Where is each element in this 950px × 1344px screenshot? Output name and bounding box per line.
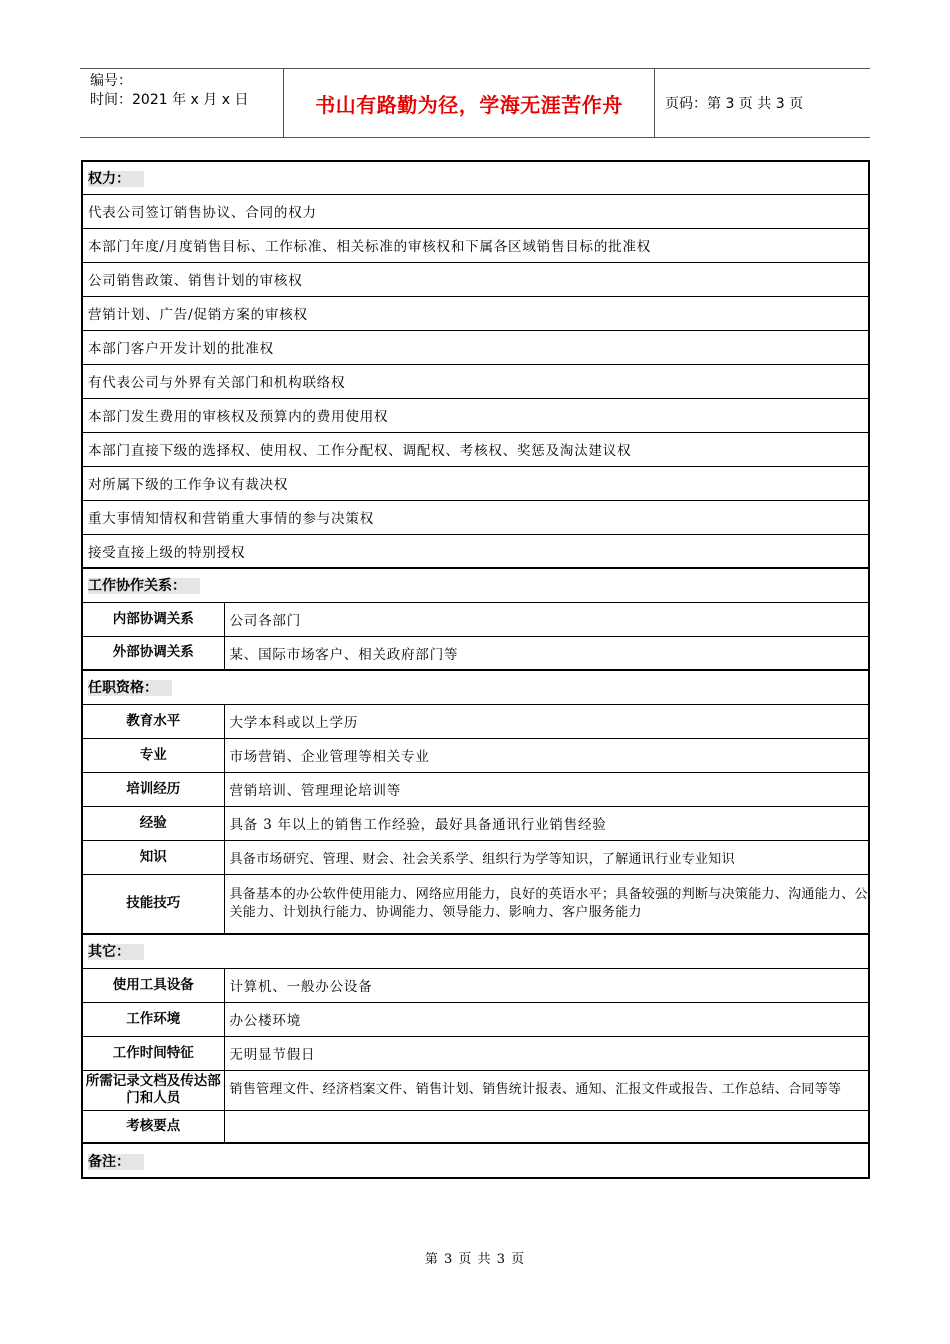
power-item: 营销计划、广告/促销方案的审核权 (82, 296, 869, 330)
document-date: 时间：2021 年 x 月 x 日 (90, 92, 249, 108)
row-label: 技能技巧 (82, 874, 224, 934)
power-row (82, 194, 869, 228)
document-number: 编号： (90, 73, 132, 89)
qualification-row (82, 874, 869, 934)
relation-row (82, 636, 869, 670)
header-meta (80, 69, 284, 137)
row-label: 知识 (82, 840, 224, 874)
section-title: 权力： (88, 171, 144, 187)
power-row (82, 228, 869, 262)
section-powers (82, 161, 869, 194)
row-label: 教育水平 (82, 704, 224, 738)
power-row (82, 432, 869, 466)
power-row (82, 262, 869, 296)
row-label: 内部协调关系 (82, 602, 224, 636)
power-item: 本部门直接下级的选择权、使用权、工作分配权、调配权、考核权、奖惩及淘汰建议权 (82, 432, 869, 466)
job-description-table (81, 160, 870, 1179)
row-value: 具备基本的办公软件使用能力、网络应用能力，良好的英语水平；具备较强的判断与决策能力、沟通能力、公关能力、计划执行能力、协调能力、领导能力、影响力、客户服务能力 (224, 874, 869, 934)
power-item: 对所属下级的工作争议有裁决权 (82, 466, 869, 500)
other-row (82, 1002, 869, 1036)
section-remarks (82, 1143, 869, 1178)
power-row (82, 364, 869, 398)
power-row (82, 330, 869, 364)
row-value: 大学本科或以上学历 (224, 704, 869, 738)
qualification-row (82, 806, 869, 840)
section-title: 任职资格： (88, 680, 172, 696)
row-label: 培训经历 (82, 772, 224, 806)
page-header (80, 68, 870, 138)
power-item: 公司销售政策、销售计划的审核权 (82, 262, 869, 296)
section-qualifications (82, 670, 869, 704)
qualification-row (82, 772, 869, 806)
other-row (82, 1110, 869, 1143)
row-label: 经验 (82, 806, 224, 840)
row-value: 公司各部门 (224, 602, 869, 636)
qualification-row (82, 840, 869, 874)
motto: 书山有路勤为径，学海无涯苦作舟 (315, 92, 623, 117)
power-item: 重大事情知情权和营销重大事情的参与决策权 (82, 500, 869, 534)
power-row (82, 500, 869, 534)
row-value: 具备市场研究、管理、财会、社会关系学、组织行为学等知识，了解通讯行业专业知识 (224, 840, 869, 874)
row-value: 办公楼环境 (224, 1002, 869, 1036)
row-label: 外部协调关系 (82, 636, 224, 670)
power-item: 代表公司签订销售协议、合同的权力 (82, 194, 869, 228)
page-footer: 第 3 页 共 3 页 (424, 1252, 526, 1267)
row-label: 专业 (82, 738, 224, 772)
row-label: 工作环境 (82, 1002, 224, 1036)
row-label: 工作时间特征 (82, 1036, 224, 1070)
section-title: 备注： (88, 1154, 144, 1170)
section-relations (82, 568, 869, 602)
section-others (82, 934, 869, 968)
power-item: 本部门发生费用的审核权及预算内的费用使用权 (82, 398, 869, 432)
row-value: 某、国际市场客户、相关政府部门等 (224, 636, 869, 670)
row-label: 使用工具设备 (82, 968, 224, 1002)
qualification-row (82, 704, 869, 738)
power-item: 接受直接上级的特别授权 (82, 534, 869, 568)
row-value: 计算机、一般办公设备 (224, 968, 869, 1002)
row-label: 考核要点 (82, 1110, 224, 1143)
header-motto-cell (284, 69, 655, 137)
row-value (224, 1110, 869, 1143)
power-item: 有代表公司与外界有关部门和机构联络权 (82, 364, 869, 398)
other-row (82, 1070, 869, 1110)
power-row (82, 534, 869, 568)
power-item: 本部门客户开发计划的批准权 (82, 330, 869, 364)
row-value: 具备 3 年以上的销售工作经验，最好具备通讯行业销售经验 (224, 806, 869, 840)
power-row (82, 296, 869, 330)
power-row (82, 398, 869, 432)
section-title: 工作协作关系： (88, 578, 200, 594)
power-row (82, 466, 869, 500)
section-title: 其它： (88, 944, 144, 960)
power-item: 本部门年度/月度销售目标、工作标准、相关标准的审核权和下属各区域销售目标的批准权 (82, 228, 869, 262)
relation-row (82, 602, 869, 636)
other-row (82, 968, 869, 1002)
row-value: 无明显节假日 (224, 1036, 869, 1070)
qualification-row (82, 738, 869, 772)
row-value: 营销培训、管理理论培训等 (224, 772, 869, 806)
page-info: 页码：第 3 页 共 3 页 (665, 96, 804, 112)
other-row (82, 1036, 869, 1070)
row-label: 所需记录文档及传达部门和人员 (82, 1070, 224, 1110)
row-value: 市场营销、企业管理等相关专业 (224, 738, 869, 772)
header-page-cell (655, 69, 870, 137)
row-value: 销售管理文件、经济档案文件、销售计划、销售统计报表、通知、汇报文件或报告、工作总结、合同等等 (224, 1070, 869, 1110)
